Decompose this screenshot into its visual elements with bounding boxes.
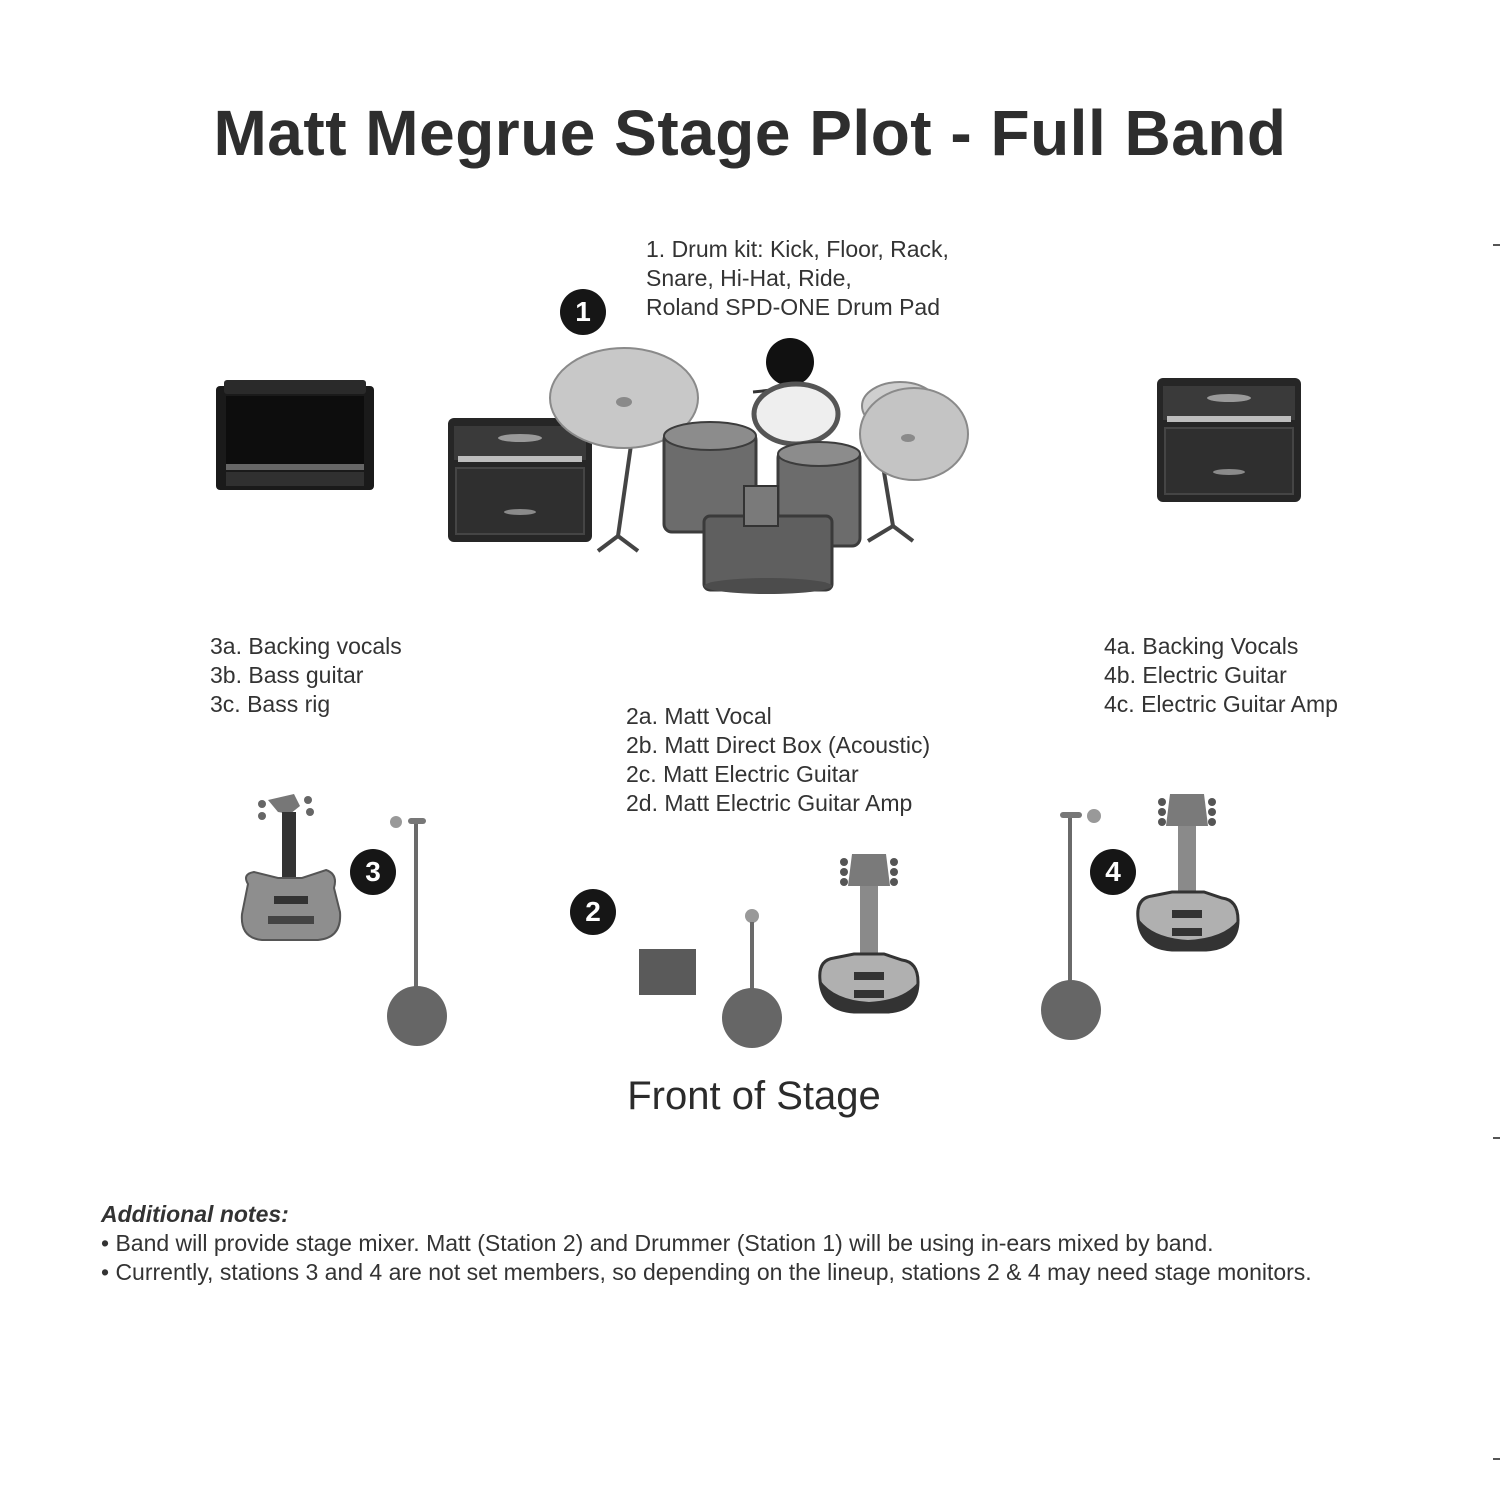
station-1-line: Snare, Hi-Hat, Ride, [646,265,852,291]
station-4-line: 4c. Electric Guitar Amp [1104,691,1338,717]
page-title: Matt Megrue Stage Plot - Full Band [213,97,1287,169]
mic-stand-icon [720,908,784,1050]
station-1-label [646,235,949,322]
station-3-badge: 3 [350,849,396,895]
note-item: • Currently, stations 3 and 4 are not set members, so depending on the lineup, stations 2 & 4 may need stage monitors. [101,1259,1312,1285]
station-2-label [626,702,930,818]
station-4-badge: 4 [1090,849,1136,895]
electric-guitar-icon [1134,790,1244,954]
notes-heading: Additional notes: [101,1201,289,1227]
note-item: • Band will provide stage mixer. Matt (Station 2) and Drummer (Station 1) will be using in-ears mixed by band. [101,1230,1214,1256]
edge-tick [1493,244,1500,246]
station-1-line: Roland SPD-ONE Drum Pad [646,294,940,320]
front-of-stage-label: Front of Stage [627,1074,881,1118]
bass-guitar-icon [238,792,346,944]
station-2-line: 2b. Matt Direct Box (Acoustic) [626,732,931,758]
direct-box-icon [639,949,696,995]
station-2-line: 2d. Matt Electric Guitar Amp [626,790,913,816]
station-3-label [210,632,402,719]
drum-kit-icon [548,336,972,594]
electric-guitar-icon [814,850,924,1016]
station-4-line: 4b. Electric Guitar [1104,662,1287,688]
station-3-line: 3c. Bass rig [210,691,331,717]
bass-amp-icon [212,378,378,494]
station-2-line: 2c. Matt Electric Guitar [626,761,859,787]
edge-tick [1493,1137,1500,1139]
station-3-line: 3b. Bass guitar [210,662,364,688]
mic-stand-icon [386,814,450,1048]
station-4-line: 4a. Backing Vocals [1104,633,1299,659]
station-1-line: 1. Drum kit: Kick, Floor, Rack, [646,236,949,262]
station-2-line: 2a. Matt Vocal [626,703,772,729]
station-3-line: 3a. Backing vocals [210,633,402,659]
additional-notes [101,1200,1312,1287]
station-2-badge: 2 [570,889,616,935]
mic-stand-icon [1040,806,1108,1040]
guitar-amp-icon [1155,376,1303,504]
station-4-label [1104,632,1338,719]
edge-tick [1493,1458,1500,1460]
station-1-badge: 1 [560,289,606,335]
